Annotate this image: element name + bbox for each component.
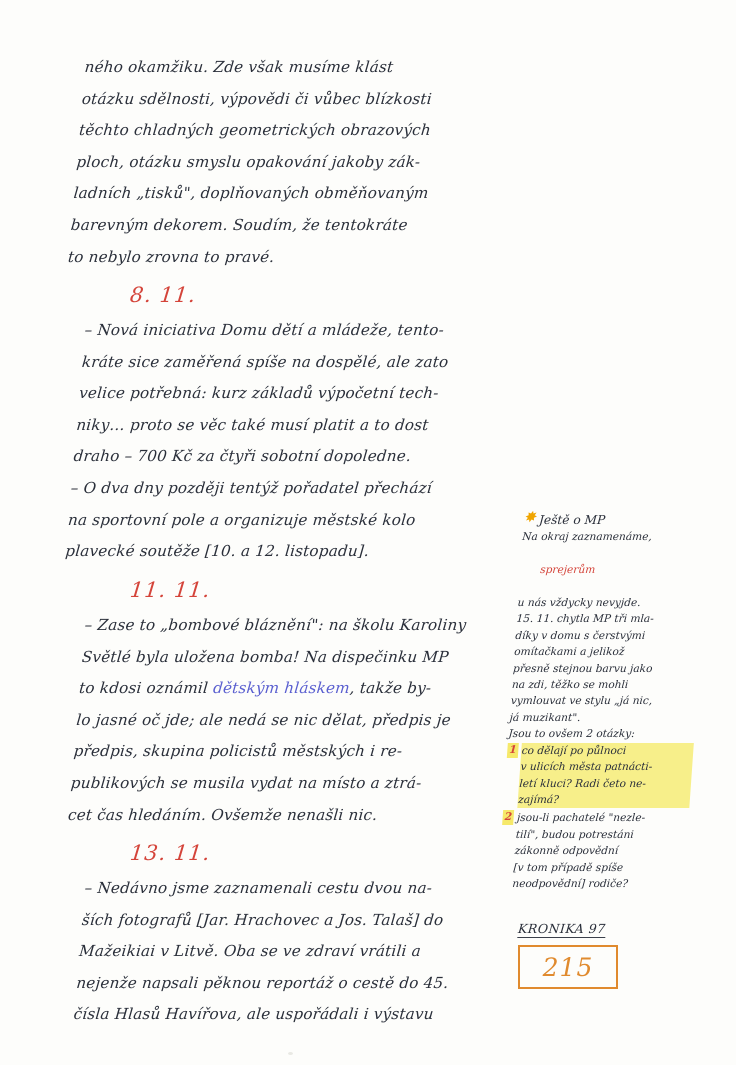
main-text-column	[64, 52, 516, 1031]
question-number-1: 1	[507, 743, 519, 758]
entry-body-13-11: – Nedávno jsme zaznamenali cestu dvou na- ších fotografů [Jar. Hrachovec a Jos. Talaš] do Mažeikiai v Litvě. Oba se ve zdraví vrátili a nejenže napsali pěknou reportáž o cestě do 45. čísla Hlasů Havířova, ale uspořádali i výstavu	[72, 879, 450, 1024]
margin-note-title: Ještě o MP	[538, 513, 606, 527]
question-text-2: jsou-li pachatelé "nezle- tilí", budou potrestáni zákonně odpovědní [v tom případě spíše neodpovědní] rodiče?	[511, 812, 646, 890]
highlighted-word-sprejerum: sprejerům	[539, 564, 596, 577]
margin-note-line-5: díky v domu s čerstvými	[514, 629, 646, 642]
margin-note-title-row	[523, 508, 710, 528]
margin-note-line-1: Na okraj zaznamenáme,	[521, 531, 653, 544]
margin-note-line-6: omítačkami a jelikož	[513, 646, 625, 659]
question-text-1: co dělají po půlnoci v ulicích města patnácti- letí kluci? Radi četo ne- zajímá?	[518, 743, 694, 809]
blue-ink-phrase: dětským hláskem	[212, 679, 351, 698]
margin-note-line-4: 15. 11. chytla MP tři mla-	[516, 613, 655, 626]
entry-date-11-11: 11. 11.	[128, 577, 212, 602]
margin-note-line-7: přesně stejnou barvu jako	[512, 662, 653, 675]
margin-note	[497, 508, 710, 892]
entry-body-11-11: – Zase to „bombové bláznění": na školu Karoliny Světlé byla uložena bomba! Na dispečinku MP to kdosi oznámil dětským hláskem, takže by- lo jasné oč jde; ale nedá se nic dělat, předpis je předpis, skupina policistů městských i re- publikových se musila vydat na místo a ztrá- cet čas hledáním. Ovšemže nenašli nic.	[67, 615, 468, 824]
margin-note-question-1	[503, 743, 694, 809]
question-number-2: 2	[502, 810, 514, 825]
margin-note-line-11: Jsou to ovšem 2 otázky:	[508, 728, 636, 741]
star-icon: ✸	[523, 508, 537, 526]
margin-note-line-3: u nás vždycky nevyjde.	[517, 597, 641, 610]
entry-date-13-11: 13. 11.	[128, 841, 212, 866]
paragraph-continuation: ného okamžiku. Zde však musíme klást otázku sdělnosti, výpovědi či vůbec blízkosti těchto chladných geometrických obrazových ploch, otázku smyslu opakování jakoby zák- ladních „tisků", doplňovaných obměňovaným barevným dekorem. Soudím, že tentokráte to nebylo zrovna to pravé.	[67, 58, 433, 266]
margin-note-line-10: já muzikant".	[509, 711, 581, 724]
chronicle-label: KRONIKA 97	[517, 921, 607, 936]
margin-note-line-8: na zdi, těžko se mohli	[511, 679, 629, 692]
page-mark-dot	[288, 1052, 293, 1055]
page-number: 215	[542, 952, 594, 982]
page-number-box	[518, 945, 618, 989]
entry-date-8-11: 8. 11.	[128, 283, 198, 308]
page-footer-stamp	[518, 918, 628, 989]
margin-note-line-9: vymlouvat ve stylu „já nic,	[510, 695, 653, 708]
margin-note-question-2	[497, 810, 689, 892]
margin-note-line-2	[518, 546, 707, 595]
entry-body-8-11: – Nová iniciativa Domu dětí a mládeže, tento- kráte sice zaměřená spíše na dospělé, ale zato velice potřebná: kurz základů výpočetní tech- niky… proto se věc také musí platit a to dost draho – 700 Kč za čtyři sobotní dopoledne. – O dva dny později tentýž pořadatel přechází na sportovní pole a organizuje městské kolo plavecké soutěže [10. a 12. listopadu].	[64, 321, 450, 561]
